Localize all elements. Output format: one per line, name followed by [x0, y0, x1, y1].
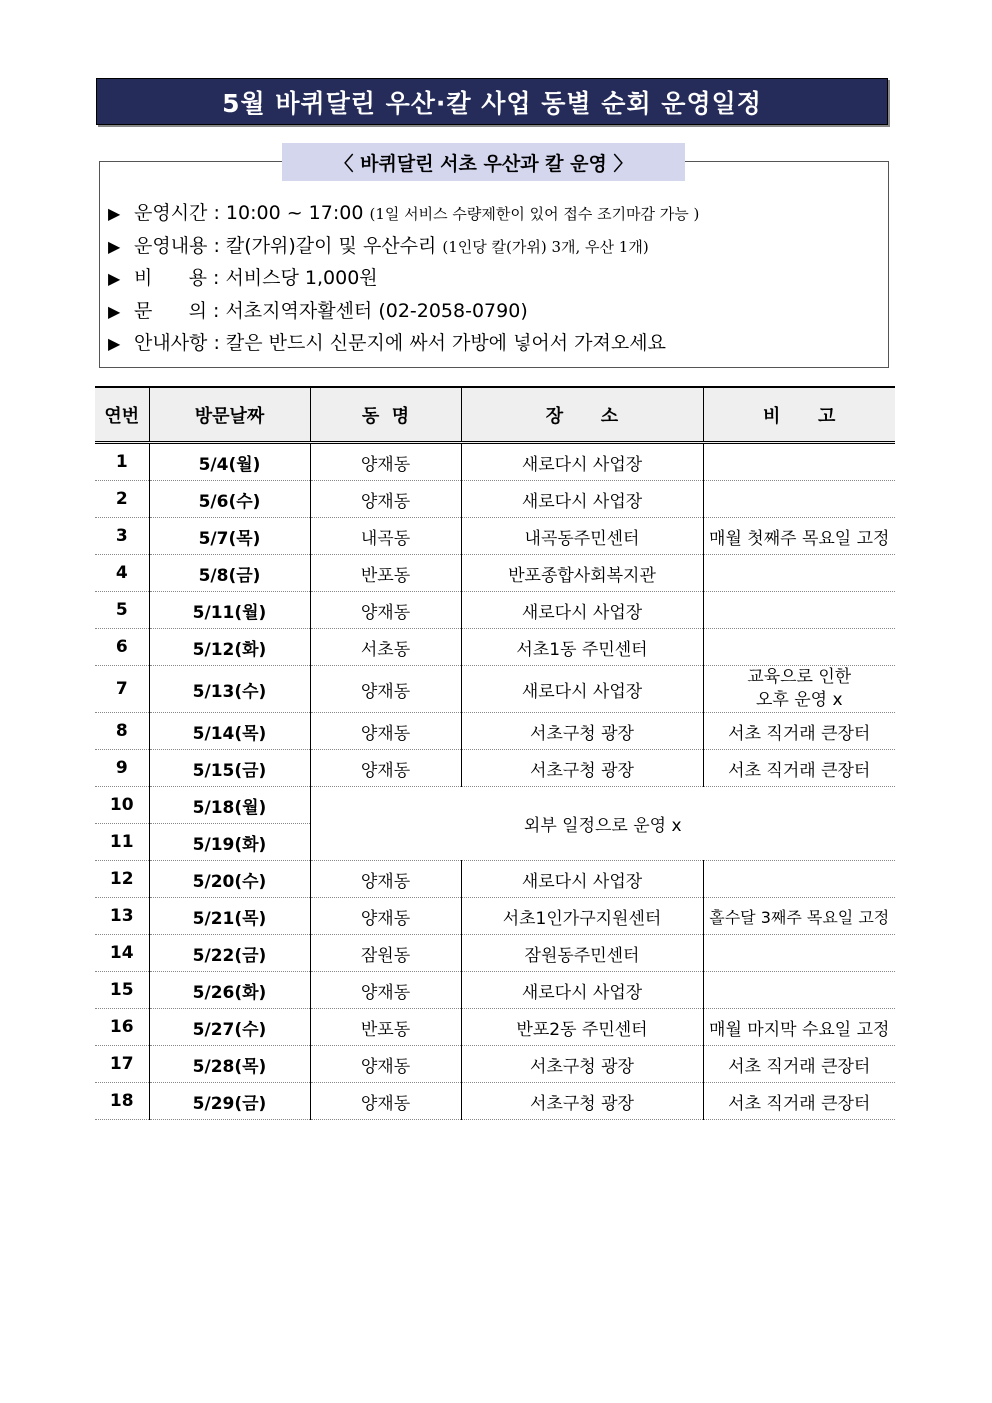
row-note [703, 555, 895, 592]
table-row [95, 972, 895, 1009]
header-note: 비 고 [703, 387, 895, 443]
table-row [95, 1083, 895, 1120]
header-place: 장 소 [461, 387, 703, 443]
row-no: 1 [95, 443, 149, 481]
table-row [95, 666, 895, 713]
row-place: 내곡동주민센터 [461, 518, 703, 555]
row-place: 새로다시 사업장 [461, 861, 703, 898]
table-row [95, 750, 895, 787]
row-date: 5/22(금) [149, 935, 310, 972]
row-note: 서초 직거래 큰장터 [703, 1083, 895, 1120]
table-row [95, 629, 895, 666]
table-row [95, 787, 895, 824]
row-place: 새로다시 사업장 [461, 481, 703, 518]
row-date: 5/15(금) [149, 750, 310, 787]
row-date: 5/28(목) [149, 1046, 310, 1083]
row-date: 5/4(월) [149, 443, 310, 481]
row-note [703, 935, 895, 972]
row-place: 새로다시 사업장 [461, 443, 703, 481]
row-date: 5/19(화) [149, 824, 310, 861]
row-no: 15 [95, 972, 149, 1009]
schedule-table [95, 386, 895, 1120]
info-value: : 칼(가위)갈이 및 우산수리 [213, 235, 437, 257]
info-line-content [108, 231, 649, 258]
triangle-bullet-icon: ▶ [108, 204, 121, 223]
info-note: (1인당 칼(가위) 3개, 우산 1개) [442, 238, 649, 256]
info-label: 비 용 [134, 267, 207, 289]
row-dong: 내곡동 [310, 518, 461, 555]
row-place: 서초구청 광장 [461, 1046, 703, 1083]
table-row [95, 1046, 895, 1083]
row-note: 서초 직거래 큰장터 [703, 1046, 895, 1083]
info-value: : 서초지역자활센터 (02-2058-0790) [213, 300, 528, 322]
row-no: 17 [95, 1046, 149, 1083]
row-place: 잠원동주민센터 [461, 935, 703, 972]
row-date: 5/29(금) [149, 1083, 310, 1120]
table-row [95, 861, 895, 898]
row-dong: 양재동 [310, 592, 461, 629]
row-dong: 양재동 [310, 750, 461, 787]
table-row [95, 481, 895, 518]
info-label: 운영시간 [134, 202, 208, 224]
row-note [703, 443, 895, 481]
row-dong: 서초동 [310, 629, 461, 666]
row-place: 서초1동 주민센터 [461, 629, 703, 666]
row-date: 5/26(화) [149, 972, 310, 1009]
row-date: 5/8(금) [149, 555, 310, 592]
row-no: 16 [95, 1009, 149, 1046]
table-row [95, 898, 895, 935]
row-note [703, 629, 895, 666]
row-place: 서초구청 광장 [461, 713, 703, 750]
row-date: 5/12(화) [149, 629, 310, 666]
row-dong: 잠원동 [310, 935, 461, 972]
table-row [95, 935, 895, 972]
info-line-hours [108, 198, 699, 225]
row-date: 5/18(월) [149, 787, 310, 824]
triangle-bullet-icon: ▶ [108, 302, 121, 321]
info-value: : 칼은 반드시 신문지에 싸서 가방에 넣어서 가져오세요 [213, 332, 666, 354]
triangle-bullet-icon: ▶ [108, 334, 121, 353]
header-dong: 동 명 [310, 387, 461, 443]
row-dong: 반포동 [310, 1009, 461, 1046]
row-date: 5/6(수) [149, 481, 310, 518]
row-dong: 반포동 [310, 555, 461, 592]
table-row [95, 518, 895, 555]
row-no: 18 [95, 1083, 149, 1120]
info-label: 운영내용 [134, 235, 208, 257]
triangle-bullet-icon: ▶ [108, 237, 121, 256]
row-place: 서초구청 광장 [461, 750, 703, 787]
row-place: 새로다시 사업장 [461, 666, 703, 713]
row-dong: 양재동 [310, 1083, 461, 1120]
row-no: 13 [95, 898, 149, 935]
table-row [95, 713, 895, 750]
row-no: 3 [95, 518, 149, 555]
row-place: 반포2동 주민센터 [461, 1009, 703, 1046]
row-note [703, 592, 895, 629]
row-note: 서초 직거래 큰장터 [703, 750, 895, 787]
row-note-line1: 교육으로 인한 [747, 667, 852, 687]
row-date: 5/27(수) [149, 1009, 310, 1046]
row-dong: 양재동 [310, 481, 461, 518]
info-line-contact [108, 296, 528, 323]
row-no: 9 [95, 750, 149, 787]
row-place: 반포종합사회복지관 [461, 555, 703, 592]
row-no: 2 [95, 481, 149, 518]
row-no: 8 [95, 713, 149, 750]
row-dong: 양재동 [310, 972, 461, 1009]
page-title [96, 78, 888, 125]
info-note: (1일 서비스 수량제한이 있어 접수 조기마감 가능 ) [369, 205, 700, 223]
table-row [95, 592, 895, 629]
row-no: 4 [95, 555, 149, 592]
row-note: 매월 마지막 수요일 고정 [703, 1009, 895, 1046]
row-dong: 양재동 [310, 666, 461, 713]
row-place: 서초1인가구지원센터 [461, 898, 703, 935]
row-date: 5/11(월) [149, 592, 310, 629]
triangle-bullet-icon: ▶ [108, 269, 121, 288]
row-note [703, 481, 895, 518]
row-note [703, 972, 895, 1009]
row-no: 6 [95, 629, 149, 666]
header-date: 방문날짜 [149, 387, 310, 443]
row-no: 14 [95, 935, 149, 972]
row-dong: 양재동 [310, 1046, 461, 1083]
row-date: 5/7(목) [149, 518, 310, 555]
header-no: 연번 [95, 387, 149, 443]
merged-note-cell: 외부 일정으로 운영 x [310, 787, 895, 861]
row-note [703, 666, 895, 713]
row-place: 새로다시 사업장 [461, 592, 703, 629]
row-note: 매월 첫째주 목요일 고정 [703, 518, 895, 555]
row-no: 10 [95, 787, 149, 824]
row-no: 7 [95, 666, 149, 713]
info-line-notice [108, 328, 666, 355]
info-subtitle: 〈 바퀴달린 서초 우산과 칼 운영 〉 [282, 143, 685, 181]
row-place: 서초구청 광장 [461, 1083, 703, 1120]
table-row [95, 555, 895, 592]
info-label: 안내사항 [134, 332, 208, 354]
row-note: 서초 직거래 큰장터 [703, 713, 895, 750]
row-note [703, 861, 895, 898]
row-note: 홀수달 3째주 목요일 고정 [703, 898, 895, 935]
table-header-row [95, 387, 895, 443]
row-dong: 양재동 [310, 898, 461, 935]
info-value: : 10:00 ~ 17:00 [213, 202, 364, 224]
info-label: 문 의 [134, 300, 207, 322]
info-value: : 서비스당 1,000원 [213, 267, 378, 289]
row-no: 5 [95, 592, 149, 629]
row-place: 새로다시 사업장 [461, 972, 703, 1009]
row-dong: 양재동 [310, 861, 461, 898]
row-note-line2: 오후 운영 x [755, 690, 843, 710]
row-no: 12 [95, 861, 149, 898]
table-row [95, 443, 895, 481]
row-date: 5/20(수) [149, 861, 310, 898]
row-date: 5/21(목) [149, 898, 310, 935]
row-dong: 양재동 [310, 443, 461, 481]
table-row [95, 1009, 895, 1046]
row-no: 11 [95, 824, 149, 861]
row-date: 5/14(목) [149, 713, 310, 750]
page-title-text: 5월 바퀴달린 우산·칼 사업 동별 순회 운영일정 [222, 88, 762, 118]
row-date: 5/13(수) [149, 666, 310, 713]
info-line-cost [108, 263, 378, 290]
row-dong: 양재동 [310, 713, 461, 750]
